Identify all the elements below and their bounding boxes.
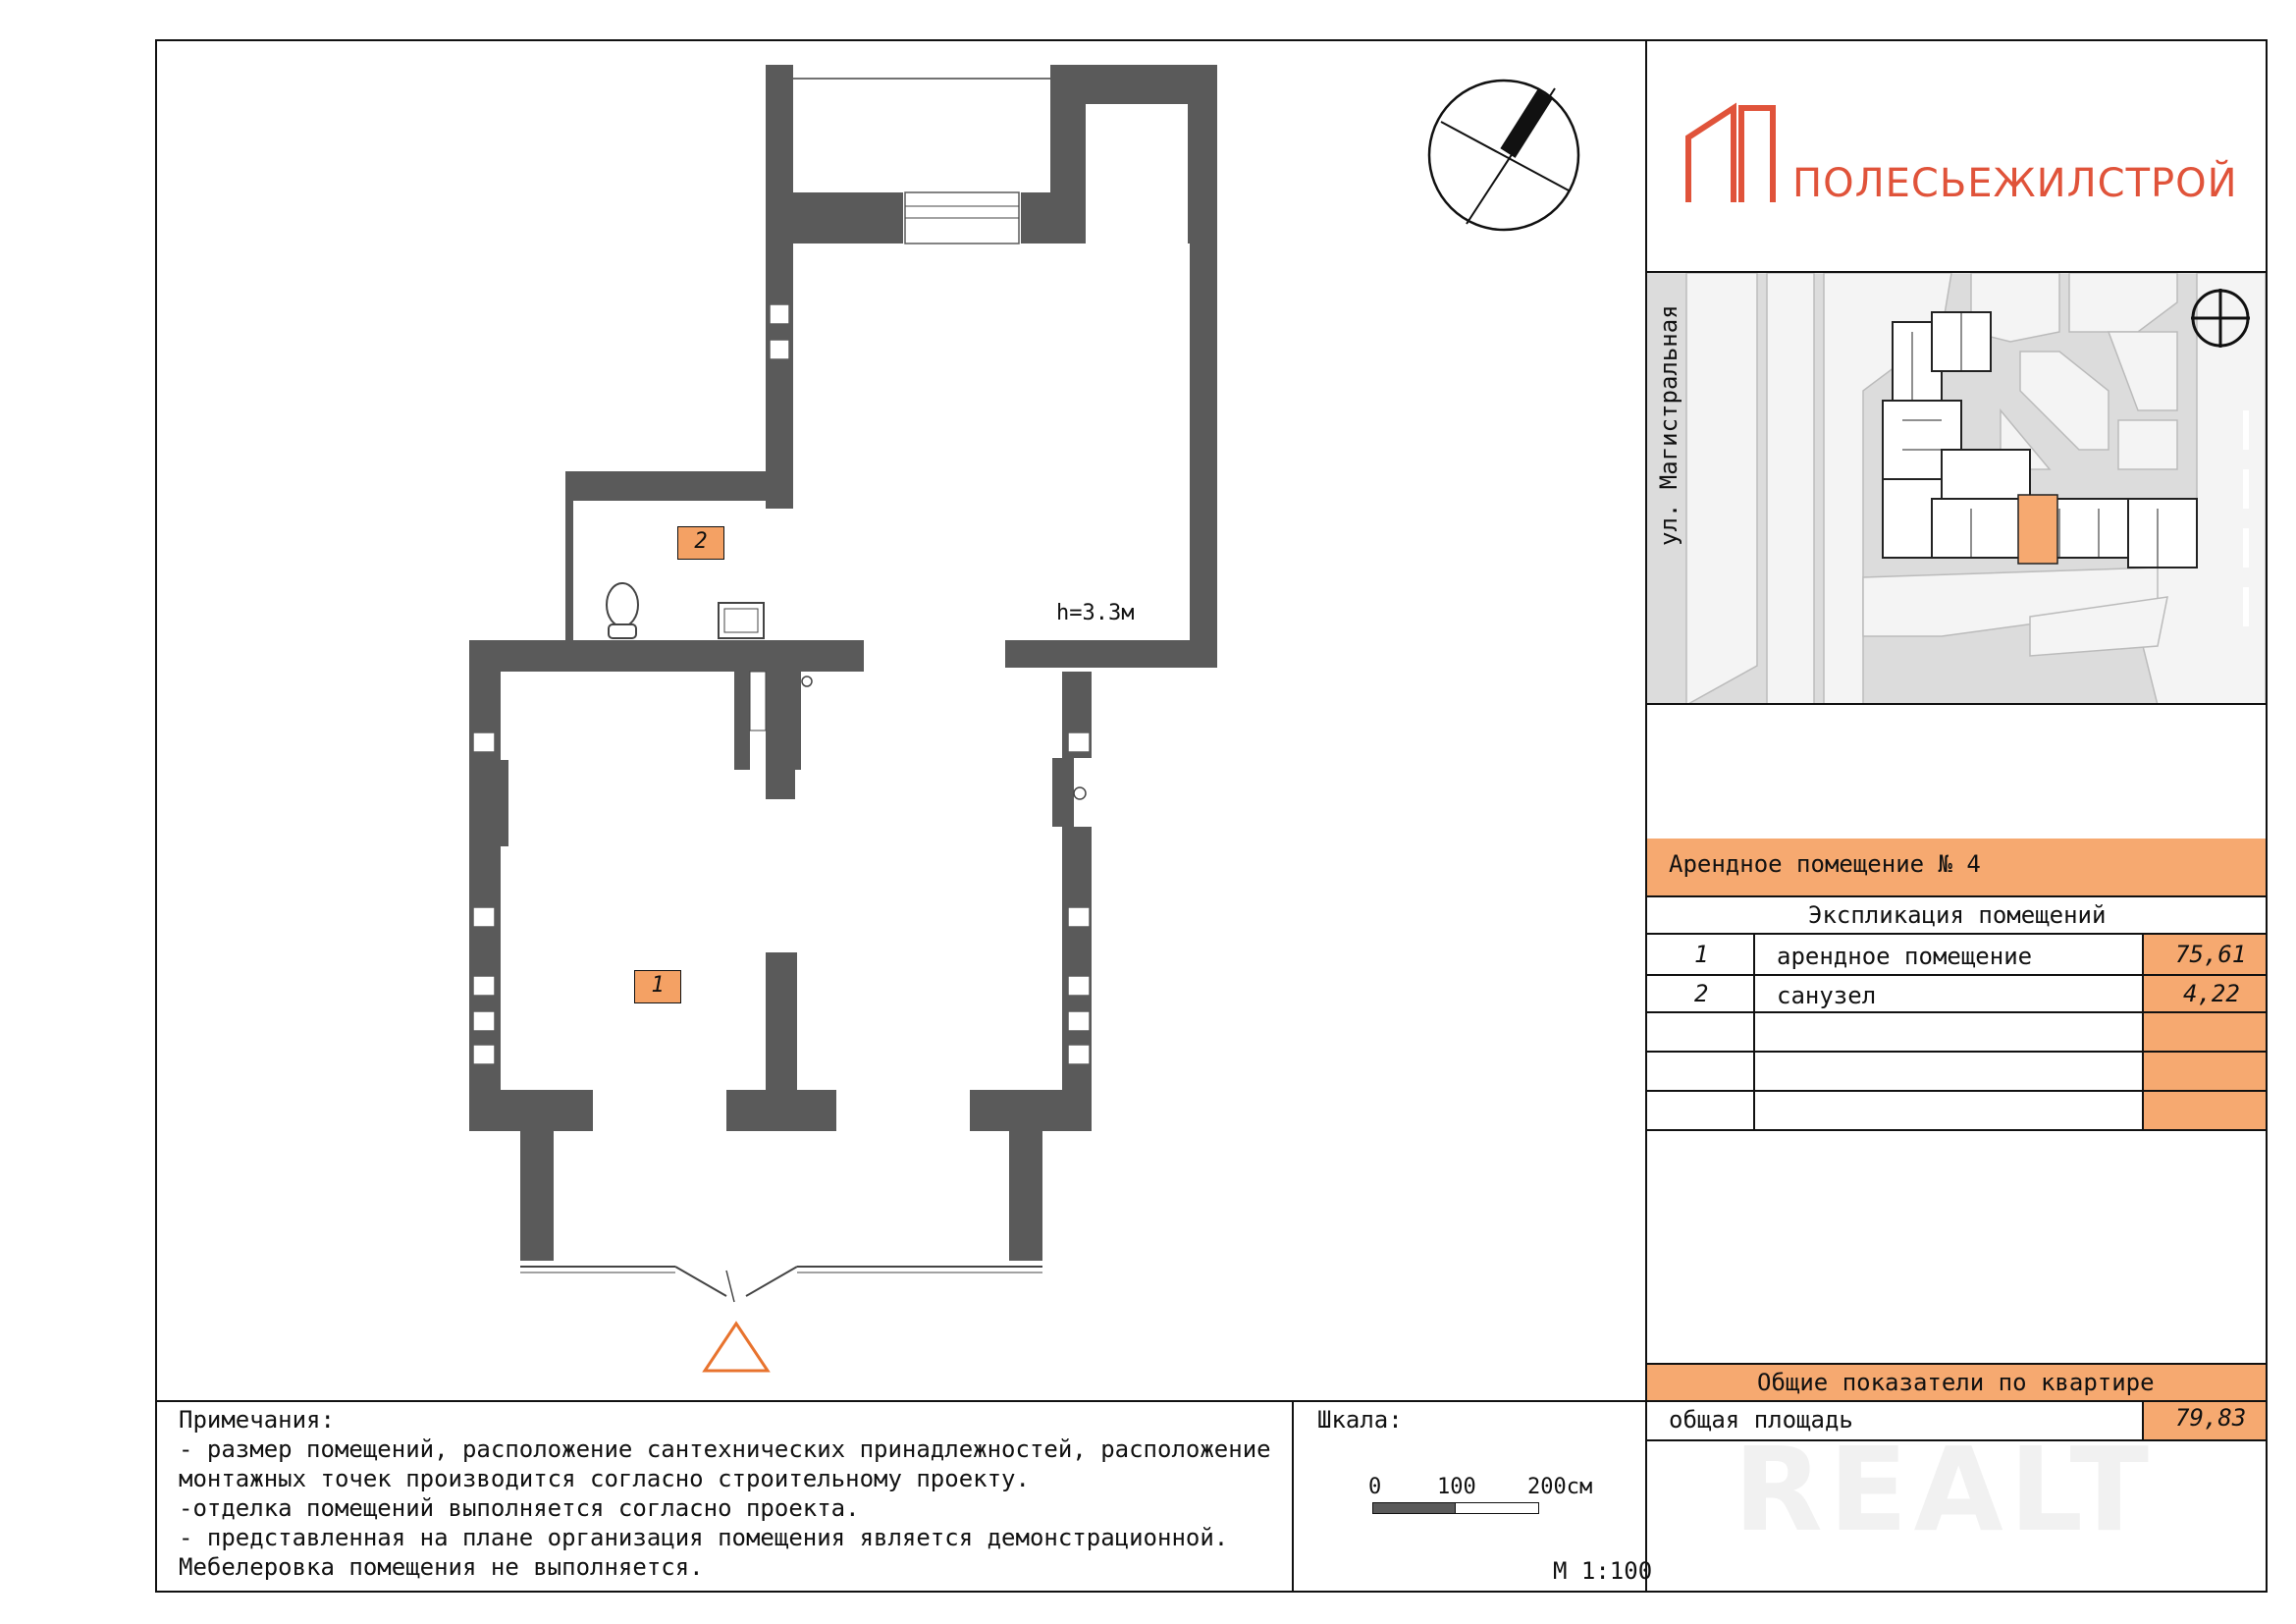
company-name: ПОЛЕСЬЕЖИЛСТРОЙ (1792, 161, 2238, 206)
scale-tick-0: 0 (1368, 1475, 1382, 1499)
scale-bar-filled (1372, 1502, 1457, 1514)
notes-line-3: -отделка помещений выполняется согласно проекта. (179, 1494, 860, 1522)
row-1-name: арендное помещение (1777, 943, 2033, 970)
scale-ratio: М 1:100 (1553, 1557, 1653, 1585)
totals-header: Общие показатели по квартире (1757, 1369, 2155, 1396)
scale-title: Шкала: (1317, 1406, 1403, 1434)
notes-line-5: Мебелеровка помещения не выполняется. (179, 1553, 704, 1581)
notes-line-2: монтажных точек производится согласно строительному проекту. (179, 1465, 1030, 1492)
row-2-num: 2 (1694, 980, 1709, 1007)
street-label: ул. Магистральная (1655, 304, 1682, 546)
row-2-area: 4,22 (2183, 980, 2240, 1007)
explication-header: Экспликация помещений (1808, 901, 2107, 929)
building-logo-icon (1684, 98, 1802, 206)
scale-bar-empty (1455, 1502, 1539, 1514)
scale-tick-100: 100 (1437, 1475, 1476, 1499)
row-2-name: санузел (1777, 982, 1877, 1009)
watermark: REALT (1734, 1422, 2155, 1557)
notes-title: Примечания: (179, 1406, 335, 1434)
notes-top-line (155, 1400, 1647, 1402)
site-highlight (2018, 495, 2057, 564)
site-map (1647, 273, 2266, 705)
scale-tick-200: 200см (1527, 1475, 1593, 1499)
notes-line-4: - представленная на плане организация помещения является демонстрационной. (179, 1524, 1229, 1551)
sitemap-bottom-line (1645, 703, 2268, 705)
row-1-num: 1 (1694, 941, 1709, 968)
rental-title: Арендное помещение № 4 (1669, 850, 1981, 878)
totals-label: общая площадь (1669, 1406, 1853, 1434)
notes-line-1: - размер помещений, расположение сантехнических принадлежностей, расположение (179, 1435, 1271, 1463)
height-label: h=3.3м (1056, 601, 1135, 625)
notes-divider (1292, 1400, 1294, 1593)
company-logo (1684, 98, 2254, 206)
room-tag-1: 1 (634, 970, 681, 1003)
room-tag-2: 2 (677, 526, 724, 560)
row-1-area: 75,61 (2175, 941, 2247, 968)
floor-plan (157, 41, 1645, 1401)
totals-value: 79,83 (2175, 1404, 2247, 1432)
